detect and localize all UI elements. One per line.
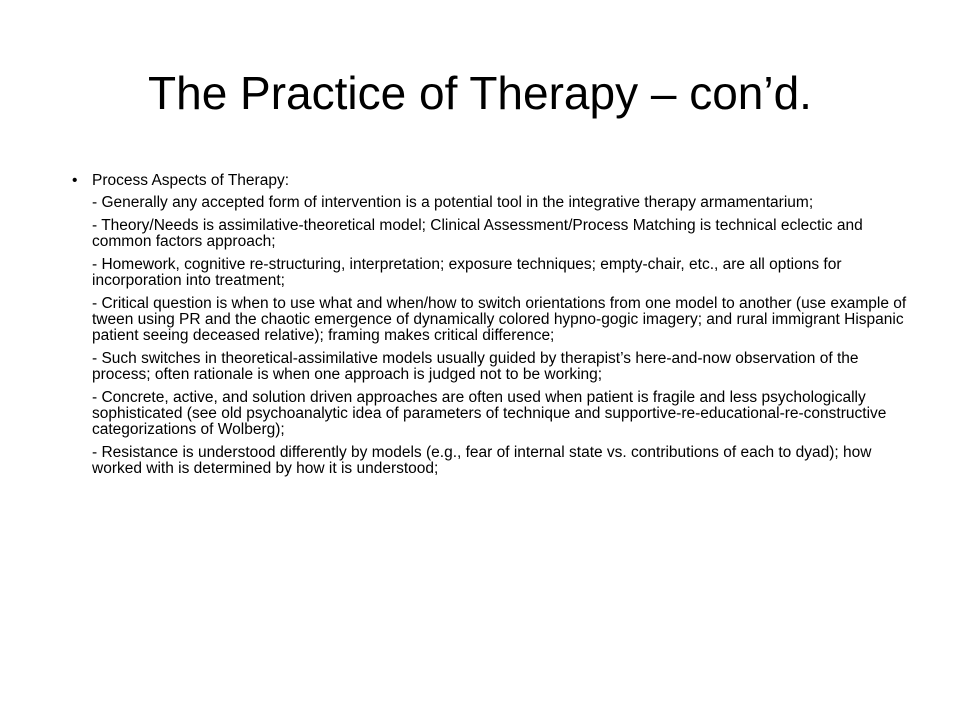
sub-item: - Such switches in theoretical-assimilative models usually guided by therapist’s here-and-now observation of the process; often rationale is when one approach is judged not to be working; [92, 350, 859, 383]
sub-item: - Homework, cognitive re-structuring, interpretation; exposure techniques; empty-chair, etc., are all options for incorporation into treatment; [92, 256, 842, 289]
slide-title: The Practice of Therapy – con’d. [148, 67, 812, 119]
sub-item: - Generally any accepted form of intervention is a potential tool in the integrative therapy armamentarium; [92, 194, 814, 211]
sub-item: - Resistance is understood differently by models (e.g., fear of internal state vs. contributions of each to dyad); how worked with is determined by how it is understood; [92, 444, 872, 477]
bullet-point [72, 173, 912, 189]
bullet-icon: • [72, 172, 78, 189]
sub-item: - Critical question is when to use what and when/how to switch orientations from one model to another (use example of tween using PR and the chaotic emergence of dynamically colored hypno-gogic imagery; and rural immigrant Hispanic patient seeing deceased relative); framing makes critical difference; [92, 295, 907, 344]
sub-item: - Concrete, active, and solution driven approaches are often used when patient is fragile and less psychologically sophisticated (see old psychoanalytic idea of parameters of technique and supportive-re-educational-re-constructive categorizations of Wolberg); [92, 389, 887, 438]
sub-item: - Theory/Needs is assimilative-theoretical model; Clinical Assessment/Process Matching is technical eclectic and common factors approach; [92, 217, 863, 250]
bullet-heading: Process Aspects of Therapy: [92, 172, 290, 189]
slide-body [72, 173, 912, 484]
